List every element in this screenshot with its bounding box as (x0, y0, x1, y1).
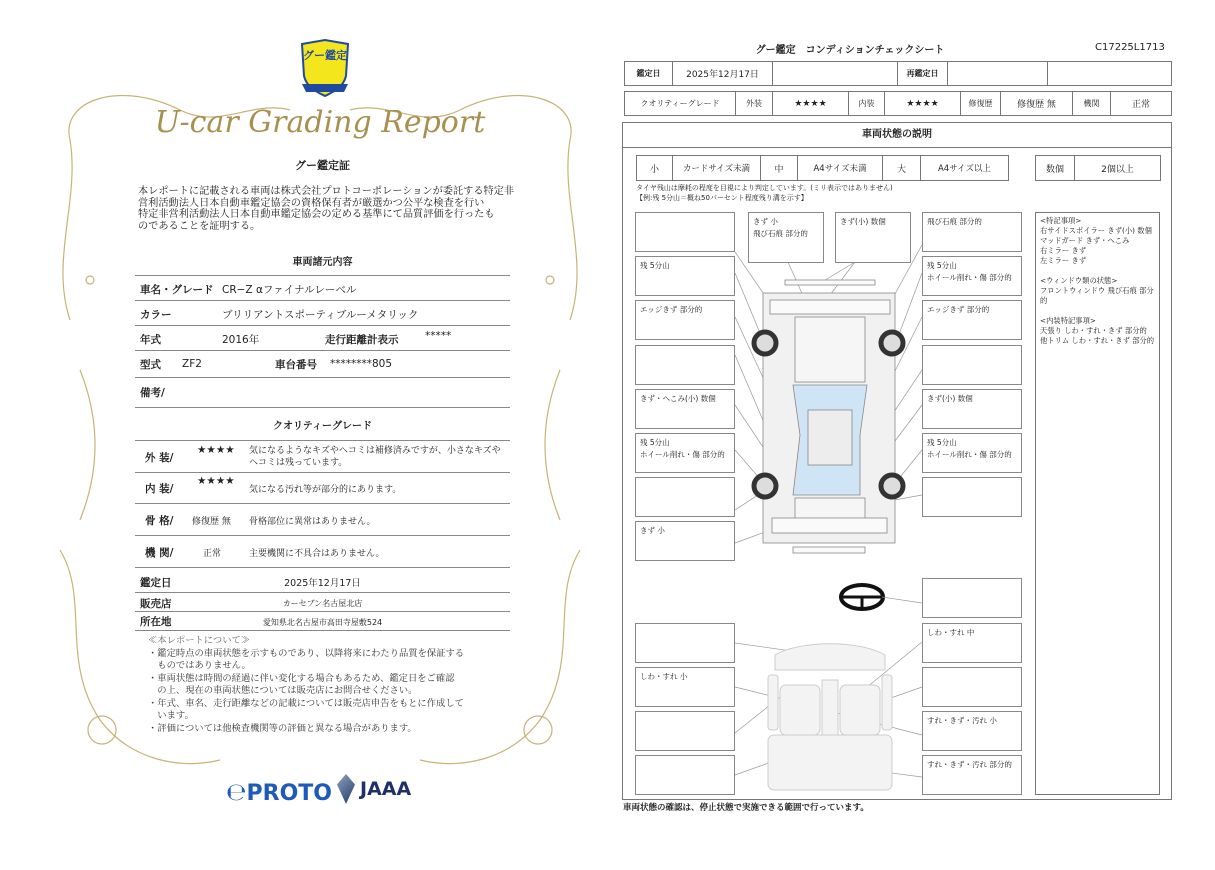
section-title: 車両状態の説明 (622, 122, 1172, 148)
sheet-date: 2025年12月17日 (672, 61, 773, 86)
car-color: ブリリアントスポーティブルーメタリック (222, 309, 419, 321)
certificate-intro: 本レポートに記載される車両は株式会社プロトコーポレーションが委託する特定非 営利活動法人日本自動車鑑定協会の資格保有者が厳選かつ公平な検査を行い 特定非営利活動法人日本自動車鑑定協会の定める基準にて品質評価を行ったも のであることを証明する。 (138, 186, 515, 232)
special-notes: <特記事項> 右サイドスポイラー きず(小) 数個 マッドガード きず・へこみ 右ミラー きず 左ミラー きず <ウィンドウ類の状態> フロントウィンドウ 飛び石痕 部分的 <内装特記事項> 天張り しわ・すれ・きず 部分的 他トリム しわ・すれ・きず 部分的 (1035, 212, 1160, 795)
sheet-footer: 車両状態の確認は、停止状態で実施できる範囲で行っています。 (623, 803, 869, 813)
appraisal-date: 2025年12月17日 (284, 578, 361, 589)
car-model: ZF2 (182, 358, 202, 370)
car-year: 2016年 (222, 334, 260, 346)
spec-title: 車両諸元内容 (292, 257, 353, 268)
interior-seats (768, 644, 892, 790)
report-notes: ≪本レポートについて≫ ・鑑定時点の車両状態を示すものであり、以降将来にわたり品質を保証する ものではありません。 ・車両状態は時間の経過に伴い変化する場合もあるため、鑑定日をご確認 の上、現在の車両状態については販売店にお問合せください。 ・年式、車名、走行距離などの記載については販売店申告をもとに作成して います。 ・評価については他検査機関等の評価と異なる場合があります。 (148, 635, 465, 734)
tire-note: タイヤ残山は摩耗の程度を目視により判定しています。(ミリ表示ではありません) (636, 184, 893, 192)
sheet-title: グー鑑定 コンディションチェックシート (755, 45, 945, 56)
sheet-code: C17225L1713 (1095, 42, 1165, 53)
grade-title: クオリティーグレード (273, 421, 372, 432)
chassis-number: ********805 (330, 358, 393, 370)
report-script-title: U-car Grading Report (154, 105, 486, 140)
certificate-heading: グー鑑定証 (295, 159, 350, 172)
jaaa-logo: JAAA (360, 778, 412, 800)
tire-note-example: 【例:残 5分山＝概ね50パーセント程度残り溝を示す】 (636, 194, 808, 202)
proto-logo: ℮PROTO (226, 778, 332, 806)
car-name: CR−Z αファイナルレーベル (222, 284, 357, 296)
steering-wheel-icon (841, 585, 883, 609)
odometer: ***** (425, 330, 452, 342)
shop-name: カーセブン名古屋北店 (282, 599, 363, 608)
shop-address: 愛知県北名古屋市高田寺屋敷524 (262, 618, 383, 627)
goo-kantei-logo: グー鑑定 (298, 38, 352, 98)
